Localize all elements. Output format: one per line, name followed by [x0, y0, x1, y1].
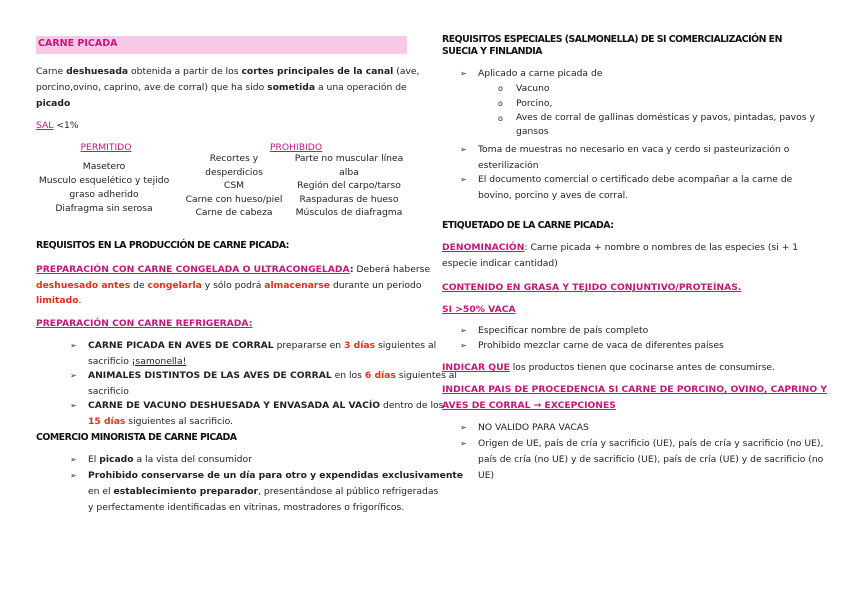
arrow-bullet-icon: ➢ [70, 401, 77, 410]
comercio-list [70, 452, 464, 516]
comercio-item: Prohibido conservarse de un día para otro y expendidas exclusivamente en el establecimiento preparador, presentándose al público refrigeradas y perfectamente identificadas en vitrinas, mostradores o frigoríficos. [88, 470, 464, 513]
pais-item: NO VALIDO PARA VACAS [478, 422, 589, 433]
congelada-line-2: deshuesado antes de congelarla y sólo podrá almacenarse durante un periodo [36, 280, 422, 291]
prohibido-item: Carne de cabeza [195, 207, 273, 218]
si-vaca-heading: SI >50% VACA [442, 304, 516, 315]
arrow-bullet-icon: ➢ [70, 341, 77, 350]
refrigerada-item: ANIMALES DISTINTOS DE LAS AVES DE CORRAL en los 6 días siguientes al sacrificio [88, 370, 457, 397]
permitido-list [34, 160, 174, 216]
salmonella-item: Aplicado a carne picada de [478, 68, 603, 79]
species-item: Vacuno [516, 83, 550, 94]
denominacion-block: DENOMINACIÓN: Carne picada + nombre o nombres de las especies (si + 1 especie indicar cantidad) [442, 242, 799, 269]
permitido-item: Masetero [82, 161, 126, 172]
permitido-item: graso adherido [69, 189, 139, 200]
prohibido-item: desperdicios [205, 166, 263, 178]
prohibido-item: Raspaduras de hueso [299, 193, 399, 205]
salmonella-list [460, 66, 815, 206]
comercio-heading: COMERCIO MINORISTA DE CARNE PICADA [36, 432, 237, 443]
prohibido-item: Región del carpo/tarso [297, 180, 401, 191]
refrigerada-item: CARNE DE VACUNO DESHUESADA Y ENVASADA AL VACÍO dentro de los 15 días siguientes al sacrificio. [88, 400, 444, 427]
vaca-item: Prohibido mezclar carne de vaca de diferentes países [478, 340, 724, 351]
arrow-bullet-icon: ➢ [70, 471, 77, 480]
requisitos-heading: REQUISITOS EN LA PRODUCCIÓN DE CARNE PICADA: [36, 240, 289, 251]
pais-heading: INDICAR PAIS DE PROCEDENCIA SI CARNE DE PORCINO, OVINO, CAPRINO Y AVES DE CORRAL → EXCEPCIONES [442, 384, 828, 411]
arrow-bullet-icon: ➢ [460, 69, 467, 78]
circle-bullet-icon: o [498, 84, 503, 93]
arrow-bullet-icon: ➢ [70, 371, 77, 380]
arrow-bullet-icon: ➢ [460, 423, 467, 432]
permitido-item: Musculo esquelético y tejido [38, 175, 170, 186]
vaca-item: Especificar nombre de país completo [478, 325, 649, 336]
refrigerada-item: CARNE PICADA EN AVES DE CORRAL prepararse en 3 días siguientes al sacrificio ¡samonella! [88, 340, 437, 367]
circle-bullet-icon: o [498, 99, 503, 108]
pais-list [460, 420, 824, 482]
circle-bullet-icon: o [498, 114, 503, 123]
vaca-list [460, 323, 812, 355]
prohibido-item: alba [339, 166, 359, 178]
prohibido-item: Músculos de diafragma [295, 207, 403, 218]
sal-line [36, 118, 79, 134]
salmonella-item: Toma de muestras no necesario en vaca y cerdo si pasteurización o esterilización [478, 144, 790, 171]
arrow-bullet-icon: ➢ [460, 145, 467, 154]
salmonella-item: El documento comercial o certificado debe acompañar a la carne de bovino, porcino y aves de corral. [478, 174, 793, 201]
refrigerada-list [70, 338, 457, 430]
definition-line-1: Carne deshuesada obtenida a partir de los cortes principales de la canal (ave, [36, 66, 420, 77]
species-item: Aves de corral de gallinas domésticas y pavos, pintadas, pavos y gansos [516, 112, 815, 137]
arrow-bullet-icon: ➢ [460, 341, 467, 350]
indicar-line: INDICAR QUE los productos tienen que cocinarse antes de consumirse. [442, 362, 775, 373]
sal-value: <1% [56, 120, 79, 131]
prohibido-item: Recortes y [209, 153, 259, 164]
contenido-heading: CONTENIDO EN GRASA Y TEJIDO CONJUNTIVO/PROTEÍNAS. [442, 282, 742, 293]
arrow-bullet-icon: ➢ [460, 439, 467, 448]
definition-line-3: picado [36, 98, 71, 109]
prohibido-list-col1 [176, 152, 292, 220]
congelada-line-3: limitado. [36, 295, 82, 306]
permitido-item: Diafragma sin serosa [55, 203, 153, 214]
etiquetado-heading: ETIQUETADO DE LA CARNE PICADA: [442, 220, 614, 231]
prohibido-list-col2 [288, 152, 410, 220]
salmonella-heading: REQUISITOS ESPECIALES (SALMONELLA) DE SI COMERCIALIZACIÓN EN SUECIA Y FINLANDIA [442, 34, 782, 57]
refrigerada-heading: PREPARACIÓN CON CARNE REFRIGERADA: [36, 318, 253, 329]
prohibido-header: PROHIBIDO [269, 142, 323, 153]
arrow-bullet-icon: ➢ [70, 455, 77, 464]
arrow-bullet-icon: ➢ [460, 175, 467, 184]
sal-label: SAL [36, 120, 54, 131]
page-title: CARNE PICADA [38, 38, 118, 49]
prohibido-item: Parte no muscular línea [294, 153, 404, 164]
prohibido-item: Carne con hueso/piel [185, 193, 283, 205]
pais-item: Origen de UE, país de cría y sacrificio (UE), país de cría y sacrificio (no UE), país de cría (no UE) y de sacrificio (UE), país de cría (UE) y de sacrificio (no UE) [478, 438, 824, 481]
species-item: Porcino, [516, 98, 553, 109]
congelada-line-1: PREPARACIÓN CON CARNE CONGELADA O ULTRACONGELADA: Deberá haberse [36, 264, 431, 275]
permitido-header: PERMITIDO [80, 142, 132, 153]
comercio-item: El picado a la vista del consumidor [88, 454, 252, 465]
definition-line-2: porcino,ovino, caprino, ave de corral) que ha sido sometida a una operación de [36, 82, 407, 93]
prohibido-item: CSM [223, 180, 245, 191]
arrow-bullet-icon: ➢ [460, 326, 467, 335]
